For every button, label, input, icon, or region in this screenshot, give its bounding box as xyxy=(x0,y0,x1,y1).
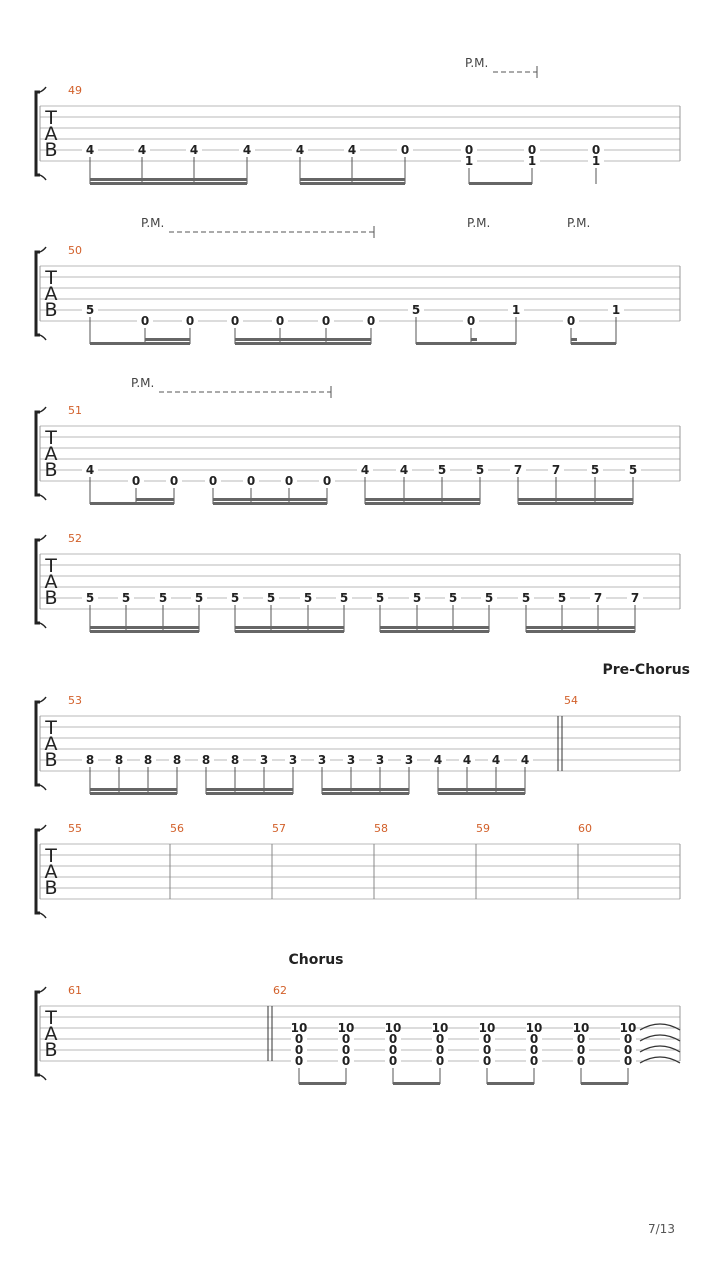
beam xyxy=(90,626,199,629)
fret-number: 0 xyxy=(341,1054,351,1068)
fret-number: 0 xyxy=(435,1032,445,1046)
fret-number: 5 xyxy=(85,591,95,605)
fret-number: 0 xyxy=(466,314,476,328)
fret-number: 1 xyxy=(511,303,521,317)
fret-number: 3 xyxy=(259,753,269,767)
fret-number: 0 xyxy=(435,1054,445,1068)
beam xyxy=(487,1082,534,1085)
fret-number: 0 xyxy=(321,314,331,328)
fret-number: 10 xyxy=(384,1021,402,1035)
beam xyxy=(299,1082,346,1085)
fret-number: 0 xyxy=(623,1032,633,1046)
fret-number: 3 xyxy=(404,753,414,767)
tab-clef-letter: T xyxy=(45,267,57,289)
fret-number: 4 xyxy=(491,753,501,767)
tie-arc xyxy=(640,1035,680,1041)
fret-number: 0 xyxy=(464,143,474,157)
fret-number: 4 xyxy=(189,143,199,157)
measure-number: 58 xyxy=(374,822,388,835)
fret-number: 0 xyxy=(529,1054,539,1068)
tab-clef-letter: A xyxy=(44,1023,58,1045)
fret-number: 8 xyxy=(230,753,240,767)
fret-number: 1 xyxy=(464,154,474,168)
system-bracket xyxy=(36,830,40,913)
beam xyxy=(469,182,532,185)
beam xyxy=(518,502,633,505)
fret-number: 0 xyxy=(388,1043,398,1057)
beam xyxy=(235,626,344,629)
fret-number: 0 xyxy=(366,314,376,328)
beam xyxy=(206,788,293,791)
tab-clef-letter: A xyxy=(44,283,58,305)
fret-number: 0 xyxy=(230,314,240,328)
tab-clef-letter: B xyxy=(44,299,58,321)
fret-number: 8 xyxy=(201,753,211,767)
fret-number: 4 xyxy=(462,753,472,767)
fret-number: 0 xyxy=(435,1043,445,1057)
beam xyxy=(90,630,199,633)
beam xyxy=(136,498,174,501)
measure-number: 49 xyxy=(68,84,82,97)
tab-clef-letter: T xyxy=(45,107,57,129)
fret-number: 3 xyxy=(375,753,385,767)
fret-number: 10 xyxy=(619,1021,637,1035)
fret-number: 4 xyxy=(520,753,530,767)
fret-number: 0 xyxy=(388,1054,398,1068)
fret-number: 5 xyxy=(448,591,458,605)
fret-number: 5 xyxy=(266,591,276,605)
fret-number: 0 xyxy=(529,1032,539,1046)
fret-number: 5 xyxy=(303,591,313,605)
beam xyxy=(365,498,480,501)
fret-number: 5 xyxy=(339,591,349,605)
measure-number: 52 xyxy=(68,532,82,545)
fret-number: 1 xyxy=(611,303,621,317)
beam xyxy=(90,342,190,345)
beam xyxy=(300,182,405,185)
fret-number: 0 xyxy=(294,1043,304,1057)
page-number: 7/13 xyxy=(648,1222,675,1236)
fret-number: 4 xyxy=(137,143,147,157)
beam xyxy=(365,502,480,505)
beam xyxy=(438,788,525,791)
tab-clef-letter: T xyxy=(45,717,57,739)
system-bracket xyxy=(36,92,40,175)
tab-clef-letter: T xyxy=(45,427,57,449)
fret-number: 8 xyxy=(114,753,124,767)
fret-number: 5 xyxy=(484,591,494,605)
section-label: Pre-Chorus xyxy=(602,662,690,678)
fret-number: 5 xyxy=(194,591,204,605)
fret-number: 0 xyxy=(566,314,576,328)
beam xyxy=(90,502,174,505)
tie-arc xyxy=(640,1057,680,1063)
tab-clef-letter: A xyxy=(44,861,58,883)
beam xyxy=(526,630,635,633)
beam xyxy=(235,342,371,345)
tab-clef-letter: A xyxy=(44,571,58,593)
fret-number: 1 xyxy=(527,154,537,168)
measure-number: 59 xyxy=(476,822,490,835)
beam xyxy=(213,498,327,501)
fret-number: 0 xyxy=(482,1043,492,1057)
fret-number: 0 xyxy=(185,314,195,328)
palm-mute-label: P.M. xyxy=(467,216,491,230)
beam xyxy=(235,630,344,633)
tab-system xyxy=(36,825,680,918)
measure-number: 56 xyxy=(170,822,184,835)
tab-clef-letter: B xyxy=(44,1039,58,1061)
palm-mute-label: P.M. xyxy=(131,376,155,390)
fret-number: 4 xyxy=(347,143,357,157)
beam-stub xyxy=(471,338,477,341)
measure-number: 51 xyxy=(68,404,82,417)
fret-number: 0 xyxy=(284,474,294,488)
tab-clef-letter: B xyxy=(44,877,58,899)
fret-number: 4 xyxy=(295,143,305,157)
tab-clef-letter: A xyxy=(44,733,58,755)
fret-number: 0 xyxy=(576,1054,586,1068)
system-bracket xyxy=(36,992,40,1075)
fret-number: 0 xyxy=(623,1043,633,1057)
fret-number: 0 xyxy=(400,143,410,157)
measure-number: 57 xyxy=(272,822,286,835)
fret-number: 7 xyxy=(593,591,603,605)
fret-number: 3 xyxy=(288,753,298,767)
fret-number: 10 xyxy=(337,1021,355,1035)
measure-number: 61 xyxy=(68,984,82,997)
tab-clef-letter: B xyxy=(44,587,58,609)
fret-number: 0 xyxy=(341,1032,351,1046)
palm-mute-label: P.M. xyxy=(141,216,165,230)
beam xyxy=(416,342,516,345)
beam xyxy=(393,1082,440,1085)
beam xyxy=(90,788,177,791)
fret-number: 8 xyxy=(85,753,95,767)
beam xyxy=(380,626,489,629)
beam xyxy=(90,792,177,795)
tab-clef-letter: T xyxy=(45,845,57,867)
measure-number: 53 xyxy=(68,694,82,707)
fret-number: 0 xyxy=(341,1043,351,1057)
fret-number: 8 xyxy=(143,753,153,767)
palm-mute-label: P.M. xyxy=(567,216,591,230)
fret-number: 7 xyxy=(551,463,561,477)
fret-number: 8 xyxy=(172,753,182,767)
fret-number: 7 xyxy=(630,591,640,605)
fret-number: 0 xyxy=(388,1032,398,1046)
fret-number: 0 xyxy=(294,1054,304,1068)
tab-clef-letter: B xyxy=(44,749,58,771)
measure-number: 62 xyxy=(273,984,287,997)
tab-system xyxy=(36,226,680,345)
beam xyxy=(300,178,405,181)
beam xyxy=(206,792,293,795)
fret-number: 5 xyxy=(557,591,567,605)
fret-number: 5 xyxy=(85,303,95,317)
tie-arc xyxy=(640,1046,680,1052)
beam xyxy=(145,338,190,341)
fret-number: 5 xyxy=(437,463,447,477)
tab-clef-letter: B xyxy=(44,139,58,161)
system-bracket xyxy=(36,702,40,785)
fret-number: 5 xyxy=(230,591,240,605)
fret-number: 4 xyxy=(85,463,95,477)
measure-number: 60 xyxy=(578,822,592,835)
fret-number: 0 xyxy=(294,1032,304,1046)
fret-number: 0 xyxy=(591,143,601,157)
fret-number: 4 xyxy=(399,463,409,477)
fret-number: 5 xyxy=(411,303,421,317)
beam xyxy=(90,178,247,181)
fret-number: 10 xyxy=(525,1021,543,1035)
fret-number: 1 xyxy=(591,154,601,168)
fret-number: 3 xyxy=(317,753,327,767)
palm-mute-label: P.M. xyxy=(465,56,489,70)
fret-number: 5 xyxy=(158,591,168,605)
beam-stub xyxy=(571,338,577,341)
fret-number: 0 xyxy=(576,1043,586,1057)
fret-number: 5 xyxy=(521,591,531,605)
fret-number: 0 xyxy=(623,1054,633,1068)
tab-system xyxy=(36,66,680,185)
fret-number: 0 xyxy=(482,1032,492,1046)
fret-number: 0 xyxy=(275,314,285,328)
fret-number: 0 xyxy=(169,474,179,488)
beam xyxy=(322,792,409,795)
beam xyxy=(581,1082,628,1085)
beam xyxy=(322,788,409,791)
section-label: Chorus xyxy=(288,952,344,968)
fret-number: 0 xyxy=(140,314,150,328)
beam xyxy=(438,792,525,795)
measure-number: 50 xyxy=(68,244,82,257)
beam xyxy=(90,182,247,185)
fret-number: 4 xyxy=(85,143,95,157)
beam xyxy=(235,338,371,341)
fret-number: 10 xyxy=(572,1021,590,1035)
beam xyxy=(571,342,616,345)
measure-number: 55 xyxy=(68,822,82,835)
fret-number: 5 xyxy=(590,463,600,477)
fret-number: 0 xyxy=(576,1032,586,1046)
fret-number: 0 xyxy=(131,474,141,488)
beam xyxy=(380,630,489,633)
fret-number: 10 xyxy=(478,1021,496,1035)
tab-system xyxy=(36,535,680,633)
fret-number: 0 xyxy=(208,474,218,488)
fret-number: 7 xyxy=(513,463,523,477)
beam xyxy=(518,498,633,501)
fret-number: 0 xyxy=(246,474,256,488)
tab-clef-letter: B xyxy=(44,459,58,481)
tab-system xyxy=(36,697,680,795)
fret-number: 4 xyxy=(433,753,443,767)
fret-number: 5 xyxy=(375,591,385,605)
tie-arc xyxy=(640,1024,680,1030)
fret-number: 10 xyxy=(290,1021,308,1035)
fret-number: 5 xyxy=(628,463,638,477)
fret-number: 5 xyxy=(475,463,485,477)
measure-number: 54 xyxy=(564,694,578,707)
tab-clef-letter: A xyxy=(44,123,58,145)
fret-number: 3 xyxy=(346,753,356,767)
fret-number: 5 xyxy=(412,591,422,605)
system-bracket xyxy=(36,540,40,623)
system-bracket xyxy=(36,252,40,335)
fret-number: 0 xyxy=(527,143,537,157)
tab-clef-letter: T xyxy=(45,555,57,577)
system-bracket xyxy=(36,412,40,495)
fret-number: 4 xyxy=(360,463,370,477)
fret-number: 0 xyxy=(482,1054,492,1068)
beam xyxy=(213,502,327,505)
tab-clef-letter: T xyxy=(45,1007,57,1029)
fret-number: 4 xyxy=(242,143,252,157)
fret-number: 0 xyxy=(529,1043,539,1057)
fret-number: 10 xyxy=(431,1021,449,1035)
tab-clef-letter: A xyxy=(44,443,58,465)
beam xyxy=(526,626,635,629)
fret-number: 0 xyxy=(322,474,332,488)
fret-number: 5 xyxy=(121,591,131,605)
